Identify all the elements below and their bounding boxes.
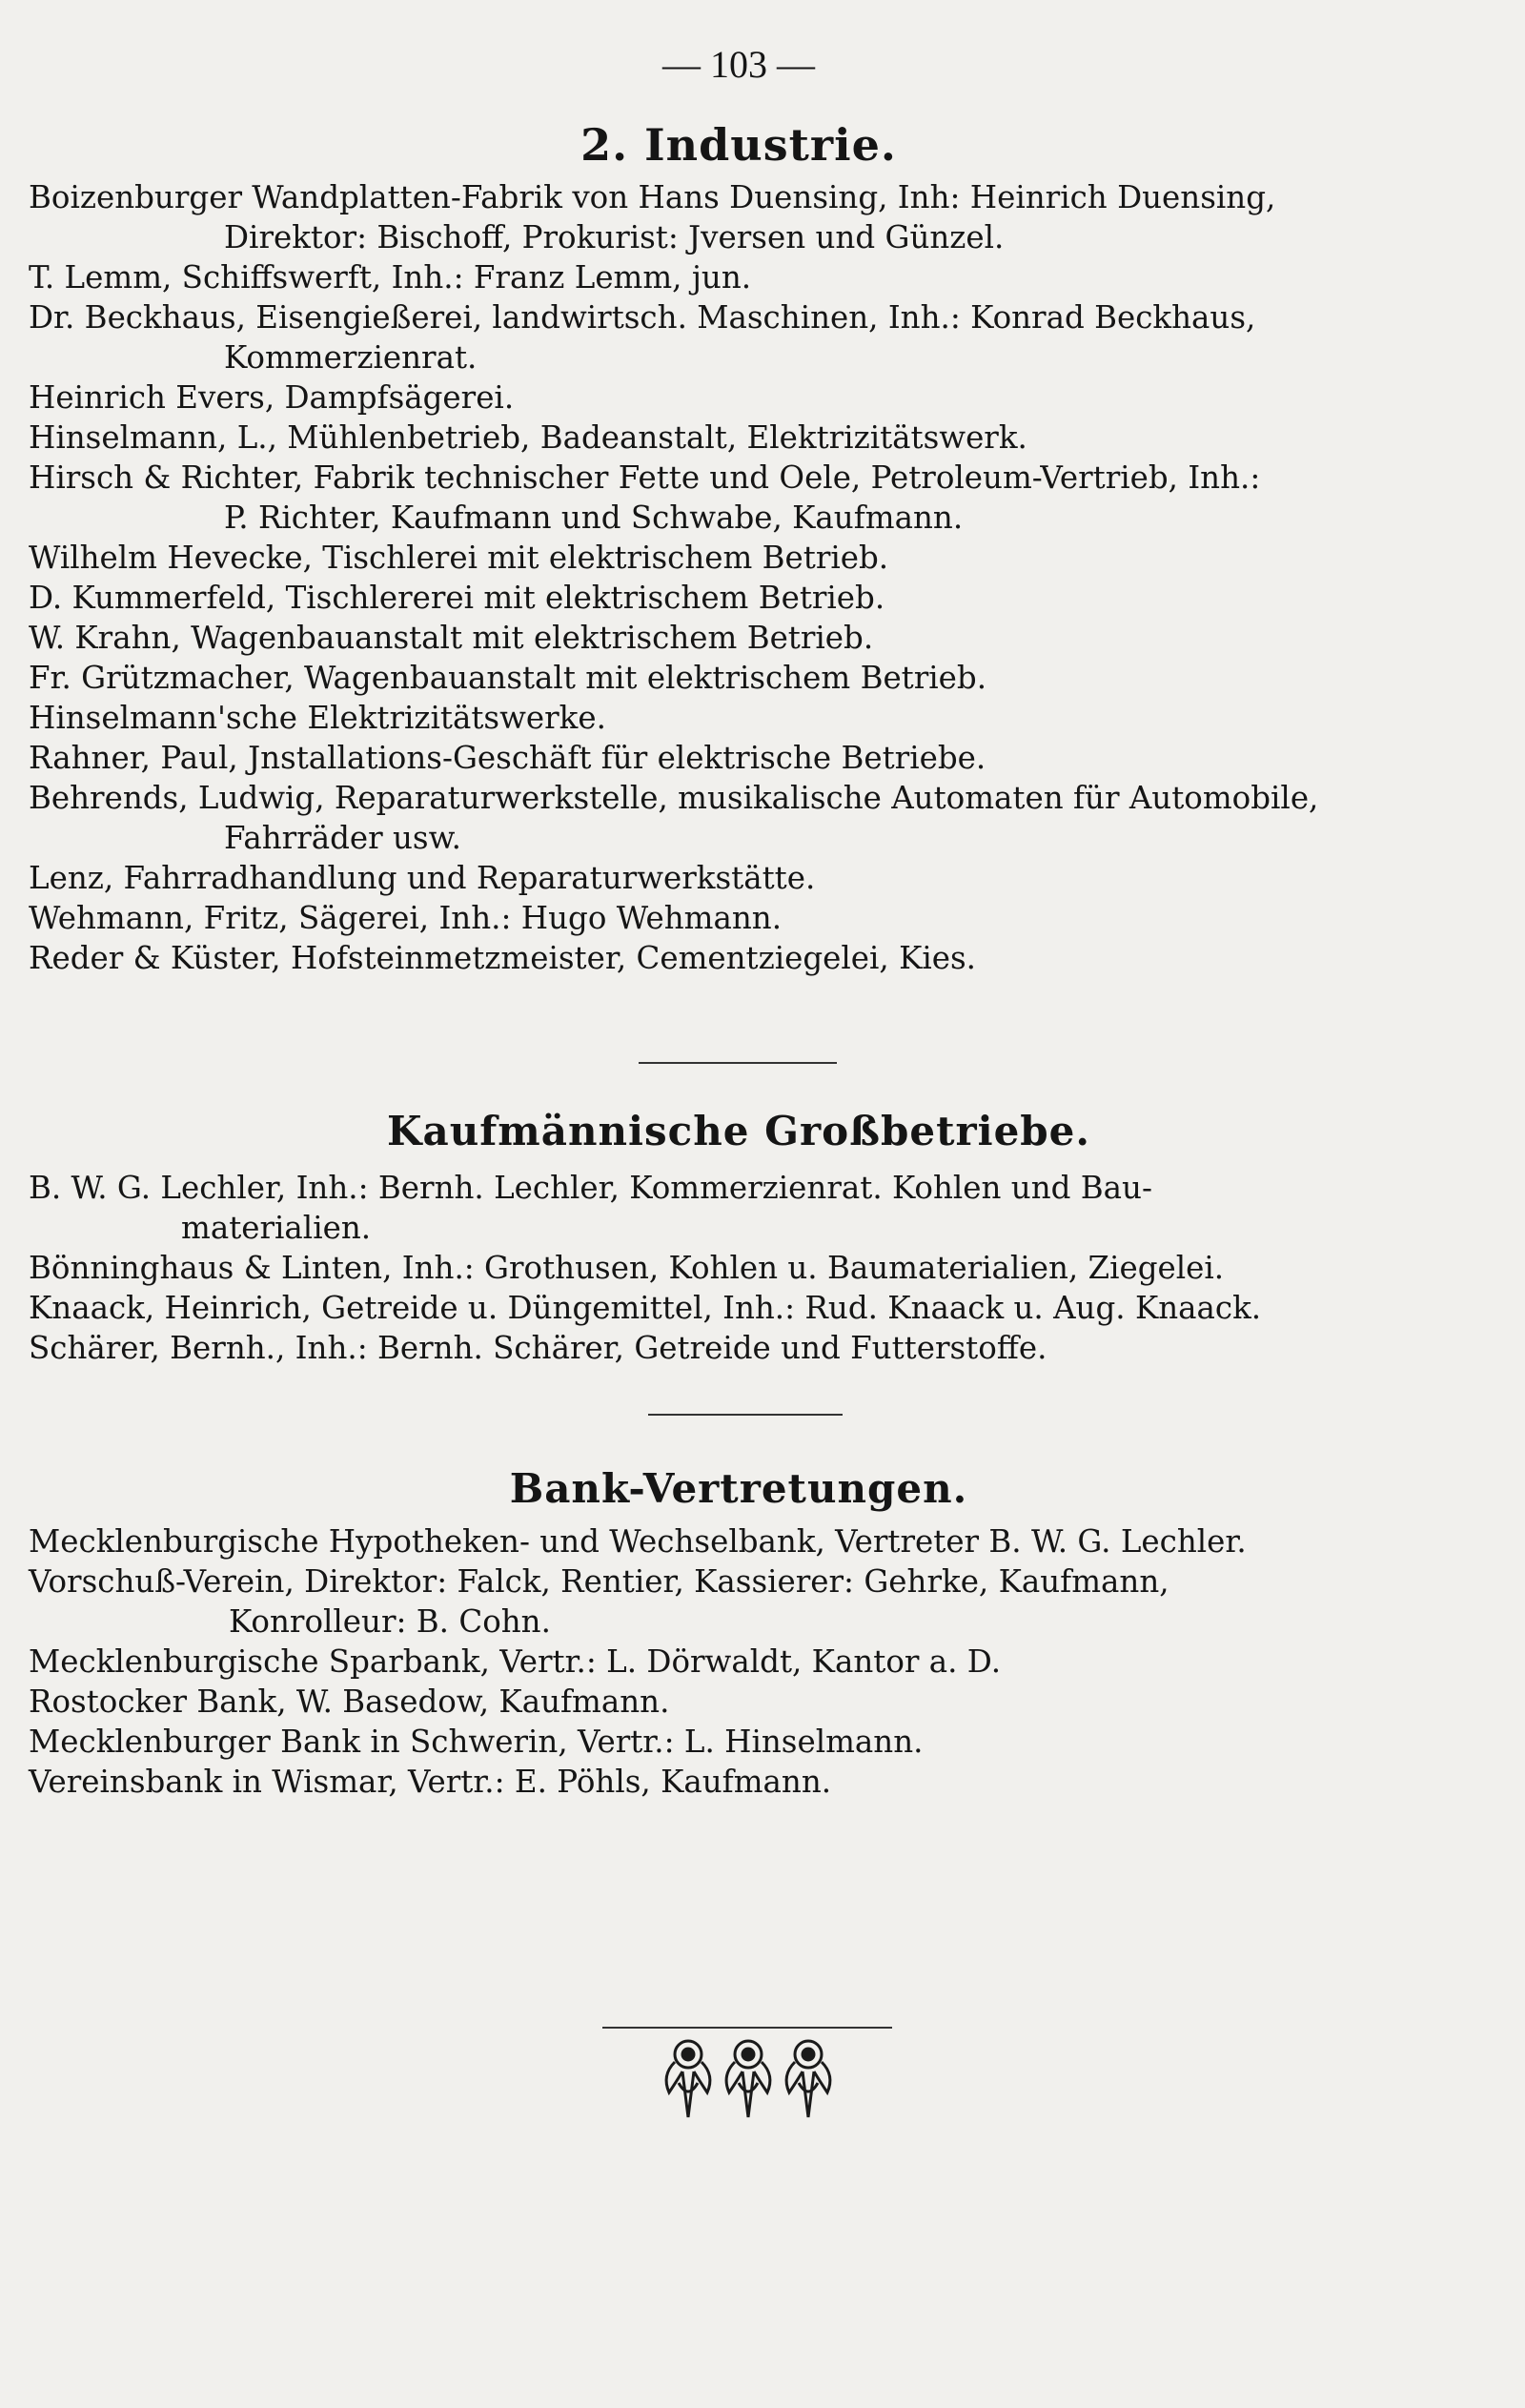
entry-continuation: materialien. xyxy=(181,1210,372,1246)
entry-text: W. Krahn, Wagenbauanstalt mit elektrischem Betrieb. xyxy=(29,620,874,656)
list-item xyxy=(29,378,1487,418)
entry-text: Dr. Beckhaus, Eisengießerei, landwirtsch. Maschinen, Inh.: Konrad Beckhaus, xyxy=(29,299,1256,336)
list-item xyxy=(29,1328,1487,1368)
entry-text: Hinselmann, L., Mühlenbetrieb, Badeanstalt, Elektrizitätswerk. xyxy=(29,419,1027,456)
entry-text: Hirsch & Richter, Fabrik technischer Fette und Oele, Petroleum-Vertrieb, Inh.: xyxy=(29,459,1261,496)
list-item xyxy=(29,1168,1487,1248)
entry-text: Knaack, Heinrich, Getreide u. Düngemittel, Inh.: Rud. Knaack u. Aug. Knaack. xyxy=(29,1290,1262,1326)
entry-text: Bönninghaus & Linten, Inh.: Grothusen, Kohlen u. Baumaterialien, Ziegelei. xyxy=(29,1250,1225,1286)
entry-text: T. Lemm, Schiffswerft, Inh.: Franz Lemm, jun. xyxy=(29,259,752,296)
section-title-bank: Bank-Vertretungen. xyxy=(509,1465,968,1512)
list-item xyxy=(29,858,1487,898)
floral-ornament-icon xyxy=(658,2033,839,2129)
section-divider xyxy=(639,1062,837,1064)
entry-continuation: Direktor: Bischoff, Prokurist: Jversen und Günzel. xyxy=(224,219,1005,255)
section-title-kaufmaennische: Kaufmännische Großbetriebe. xyxy=(386,1108,1091,1154)
entry-text: Wilhelm Hevecke, Tischlerei mit elektrischem Betrieb. xyxy=(29,540,889,576)
entry-continuation: P. Richter, Kaufmann und Schwabe, Kaufmann. xyxy=(224,500,964,536)
entry-text: Heinrich Evers, Dampfsägerei. xyxy=(29,379,515,416)
list-item xyxy=(29,618,1487,658)
entry-text: Hinselmann'sche Elektrizitätswerke. xyxy=(29,700,606,736)
list-item xyxy=(29,898,1487,938)
industrie-list xyxy=(29,177,1487,978)
entry-text: Mecklenburgische Sparbank, Vertr.: L. Dörwaldt, Kantor a. D. xyxy=(29,1643,1002,1680)
entry-text: Vereinsbank in Wismar, Vertr.: E. Pöhls, Kaufmann. xyxy=(29,1764,832,1800)
list-item xyxy=(29,1682,1487,1722)
entry-text: B. W. G. Lechler, Inh.: Bernh. Lechler, Kommerzienrat. Kohlen und Bau- xyxy=(29,1170,1152,1206)
entry-text: Mecklenburgische Hypotheken- und Wechselbank, Vertreter B. W. G. Lechler. xyxy=(29,1523,1247,1560)
list-item xyxy=(29,1248,1487,1288)
entry-continuation: Konrolleur: B. Cohn. xyxy=(229,1603,551,1640)
entry-text: Schärer, Bernh., Inh.: Bernh. Schärer, Getreide und Futterstoffe. xyxy=(29,1330,1047,1366)
list-item xyxy=(29,1722,1487,1762)
entry-text: Vorschuß-Verein, Direktor: Falck, Rentier, Kassierer: Gehrke, Kaufmann, xyxy=(29,1563,1169,1600)
list-item xyxy=(29,658,1487,698)
entry-text: Fr. Grützmacher, Wagenbauanstalt mit elektrischem Betrieb. xyxy=(29,660,987,696)
entry-text: Behrends, Ludwig, Reparaturwerkstelle, musikalische Automaten für Automobile, xyxy=(29,780,1319,816)
list-item xyxy=(29,578,1487,618)
list-item xyxy=(29,1521,1487,1561)
list-item xyxy=(29,177,1487,257)
entry-text: D. Kummerfeld, Tischlererei mit elektrischem Betrieb. xyxy=(29,580,885,616)
list-item xyxy=(29,1762,1487,1802)
entry-text: Rostocker Bank, W. Basedow, Kaufmann. xyxy=(29,1684,670,1720)
list-item xyxy=(29,1561,1487,1642)
page-number: — 103 — xyxy=(662,43,815,86)
entry-text: Rahner, Paul, Jnstallations-Geschäft für elektrische Betriebe. xyxy=(29,740,986,776)
entry-text: Boizenburger Wandplatten-Fabrik von Hans Duensing, Inh: Heinrich Duensing, xyxy=(29,179,1276,215)
entry-continuation: Fahrräder usw. xyxy=(224,820,461,856)
entry-text: Wehmann, Fritz, Sägerei, Inh.: Hugo Wehmann. xyxy=(29,900,783,936)
grossbetriebe-list xyxy=(29,1168,1487,1368)
entry-text: Mecklenburger Bank in Schwerin, Vertr.: L. Hinselmann. xyxy=(29,1724,924,1760)
list-item xyxy=(29,1642,1487,1682)
entry-continuation: Kommerzienrat. xyxy=(224,339,478,376)
entry-text: Lenz, Fahrradhandlung und Reparaturwerkstätte. xyxy=(29,860,816,896)
list-item xyxy=(29,738,1487,778)
list-item xyxy=(29,257,1487,297)
list-item xyxy=(29,418,1487,458)
list-item xyxy=(29,698,1487,738)
list-item xyxy=(29,778,1487,858)
list-item xyxy=(29,538,1487,578)
list-item xyxy=(29,458,1487,538)
list-item xyxy=(29,938,1487,978)
entry-text: Reder & Küster, Hofsteinmetzmeister, Cementziegelei, Kies. xyxy=(29,940,977,976)
section-divider xyxy=(648,1414,843,1416)
end-divider xyxy=(602,2027,892,2029)
list-item xyxy=(29,1288,1487,1328)
section-title-industrie: 2. Industrie. xyxy=(580,119,897,171)
list-item xyxy=(29,297,1487,378)
bank-list xyxy=(29,1521,1487,1802)
